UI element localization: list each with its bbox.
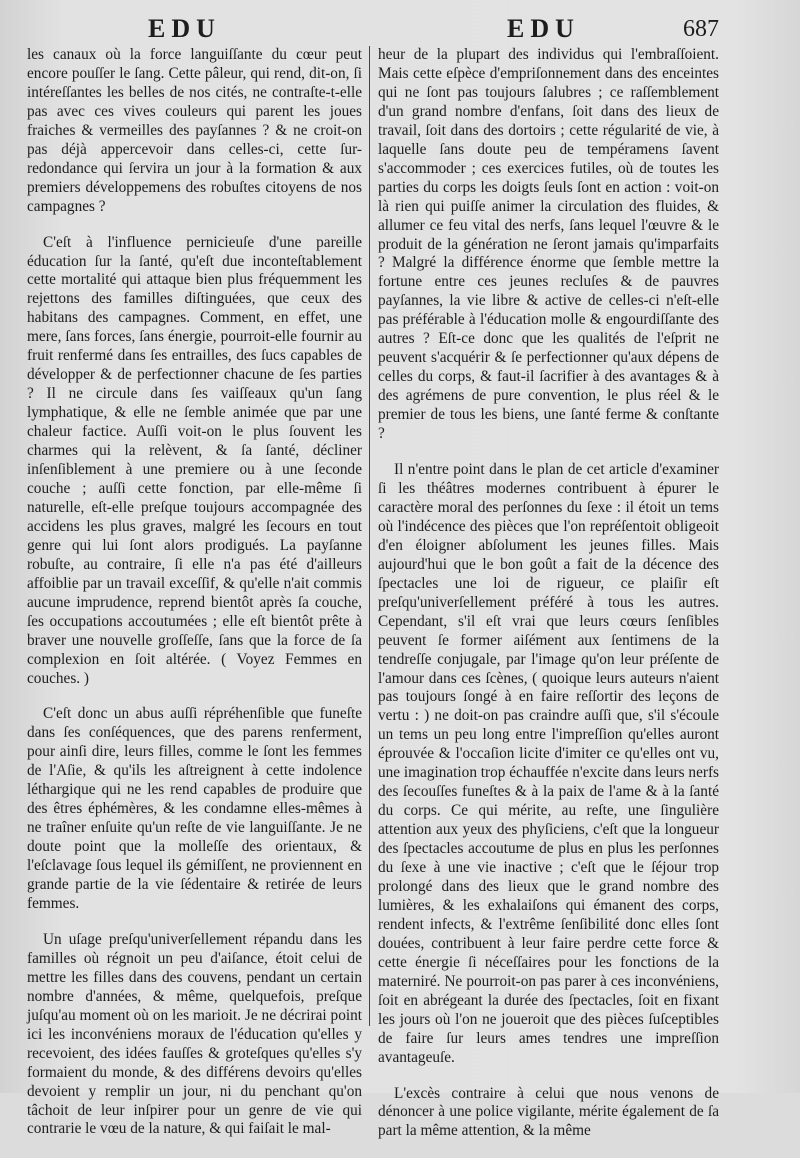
page-number: 687 bbox=[683, 16, 719, 42]
paragraph: heur de la plupart des individus qui l'embraſſoient. Mais cette eſpèce d'empriſonnement dans des enceintes qui ne ſont pas toujours ſalubres ; ce raſſemblement d'un grand nombre d'enfans, ſoit dans des lieux de travail, ſoit dans des dortoirs ; cette régularité de vie, à laquelle ſans doute peu de tempéramens ſavent s'accommoder ; ces exercices futiles, où de toutes les parties du corps les doigts ſeuls ſont en action : voit-on là rien qui puiſſe animer la circulation des fluides, & allumer ce feu vital des nerfs, ſans lequel l'œuvre & le produit de la génération ne ſeront jamais qu'imparfaits ? Malgré la différence énorme que ſemble mettre la fortune entre ces jeunes recluſes & de pauvres payſannes, la vie libre & active de celles-ci n'eſt-elle pas préférable à l'éducation molle & engourdiſſante des autres ? Eſt-ce donc que les qualités de l'eſprit ne peuvent s'acquérir & ſe perfectionner qu'aux dépens de celles du corps, & faut-il ſacrifier à des avantages & à des agrémens de pure convention, le plus réel & le premier de tous les biens, une ſanté ferme & conſtante ? bbox=[378, 46, 719, 443]
column-divider bbox=[369, 46, 370, 1026]
paragraph: Un uſage preſqu'univerſellement répandu dans les familles où régnoit un peu d'aiſance, étoit celui de mettre les filles dans des couvens, pendant un certain nombre d'années, & même, quelquefois, preſque juſqu'au moment où on les marioit. Je ne décrirai point ici les inconvéniens moraux de l'éducation qu'elles y recevoient, des idées fauſſes & groteſques qu'elles s'y formaient du monde, & des différens devoirs qu'elles devoient y remplir un jour, ni du penchant qu'on tâchoit de leur inſpirer pour un genre de vie qui contrarie le vœu de la nature, & qui faiſait le mal- bbox=[27, 930, 362, 1138]
right-running-title: EDU bbox=[507, 14, 580, 43]
paragraph: C'eſt donc un abus auſſi répréhenſible que funeſte dans ſes conſéquences, que des parens renferment, pour ainſi dire, leurs filles, comme le ſont les femmes de l'Aſie, & qu'ils les aſtreignent à cette indolence léthargique qui ne les rend capables de produire que des êtres éphémères, & les condamne elles-mêmes à ne traîner enſuite qu'un reſte de vie languiſſante. Je ne doute point que la molleſſe des orientaux, & l'eſclavage ſous lequel ils gémiſſent, ne proviennent en grande partie de la vie ſédentaire & retirée de leurs femmes. bbox=[27, 705, 362, 912]
left-running-title: EDU bbox=[148, 14, 221, 43]
paragraph: les canaux où la force languiſſante du cœur peut encore pouſſer le ſang. Cette pâleur, qui rend, dit-on, ſi intéreſſantes les belles de nos cités, ne contraſte-t-elle pas avec ces vives couleurs qui parent les joues fraiches & vermeilles des payſannes ? & ne croit-on pas déjà appercevoir dans celles-ci, cette ſur-redondance qui ſervira un jour à la formation & aux premiers développemens des robuſtes citoyens de nos campagnes ? bbox=[27, 46, 362, 215]
right-column bbox=[378, 46, 719, 1158]
running-header bbox=[0, 14, 800, 46]
paragraph: Il n'entre point dans le plan de cet article d'examiner ſi les théâtres modernes contribuent à épurer le caractère moral des perſonnes du ſexe : il étoit un tems où l'indécence des pièces que l'on repréſentoit obligeoit d'en éloigner abſolument les jeunes filles. Mais aujourd'hui que le bon goût a fait de la décence des ſpectacles une loi de rigueur, ce plaiſir eſt preſqu'univerſellement préféré à tous les autres. Cependant, s'il eſt vrai que leurs cœurs ſenſibles peuvent ſe former aiſément aux ſentimens de la tendreſſe conjugale, par l'image qu'on leur préſente de l'amour dans ces ſcènes, ( quoique leurs auteurs n'aient pas toujours ſongé à en faire reſſortir des leçons de vertu : ) ne doit-on pas craindre auſſi que, s'il s'écoule un tems un peu long entre l'impreſſion qu'elles auront éprouvée & l'occaſion licite d'imiter ce qu'elles ont vu, une imagination trop échauffée n'excite dans leurs nerfs des ſecouſſes funeſtes & à la paix de l'ame & à la ſanté du corps. Ce qui mérite, au reſte, une ſingulière attention aux yeux des phyſiciens, c'eſt que la longueur des ſpectacles accoutume de plus en plus les perſonnes du ſexe à une vie inactive ; c'eſt que le ſéjour trop prolongé dans des lieux que le grand nombre des lumières, & les exhalaiſons qui émanent des corps, rendent infects, & l'extrême ſenſibilité donc elles ſont douées, contribuent à leur faire perdre cette force & cette énergie ſi néceſſaires pour les fonctions de la materniré. Ne pourroit-on pas parer à ces inconvéniens, ſoit en abrégeant la durée des ſpectacles, ſoit en fixant les jours où l'on ne joueroit que des pièces ſuſceptibles de faire ſur leurs ames tendres une impreſſion avantageuſe. bbox=[378, 461, 719, 1066]
paragraph: C'eſt à l'influence pernicieuſe d'une pareille éducation ſur la ſanté, qu'eſt due inconteſtablement cette mortalité qui attaque bien plus fréquemment les rejettons des familles diſtinguées, que ceux des habitans des campagnes. Comment, en effet, une mere, ſans forces, ſans énergie, pourroit-elle fournir au fruit renfermé dans ſes entrailles, des ſucs capables de développer & de perfectionner chacune de ſes parties ? Il ne circule dans ſes vaiſſeaux qu'un ſang lymphatique, & elle ne ſemble animée que par une chaleur factice. Auſſi voit-on le plus ſouvent les charmes qui la relèvent, & ſa ſanté, décliner inſenſiblement à une premiere ou à une ſeconde couche ; auſſi cette fonction, par elle-même ſi naturelle, eſt-elle preſque toujours accompagnée des accidens les plus graves, malgré les ſecours en tout genre qui lui ſont alors prodigués. La payſanne robuſte, au contraire, ſi elle n'a pas été d'ailleurs affoiblie par un travail exceſſif, & qu'elle n'ait commis aucune imprudence, reprend bientôt après ſa couche, ſes occupations accoutumées ; elle eſt bientôt prête à braver une nouvelle groſſeſſe, ſans que la force de ſa complexion en ſoit altérée. ( Voyez Femmes en couches. ) bbox=[27, 233, 362, 687]
paragraph: L'excès contraire à celui que nous venons de dénoncer à une police vigilante, mérite également de ſa part la même attention, & la même bbox=[378, 1084, 719, 1140]
left-column bbox=[27, 46, 362, 1156]
